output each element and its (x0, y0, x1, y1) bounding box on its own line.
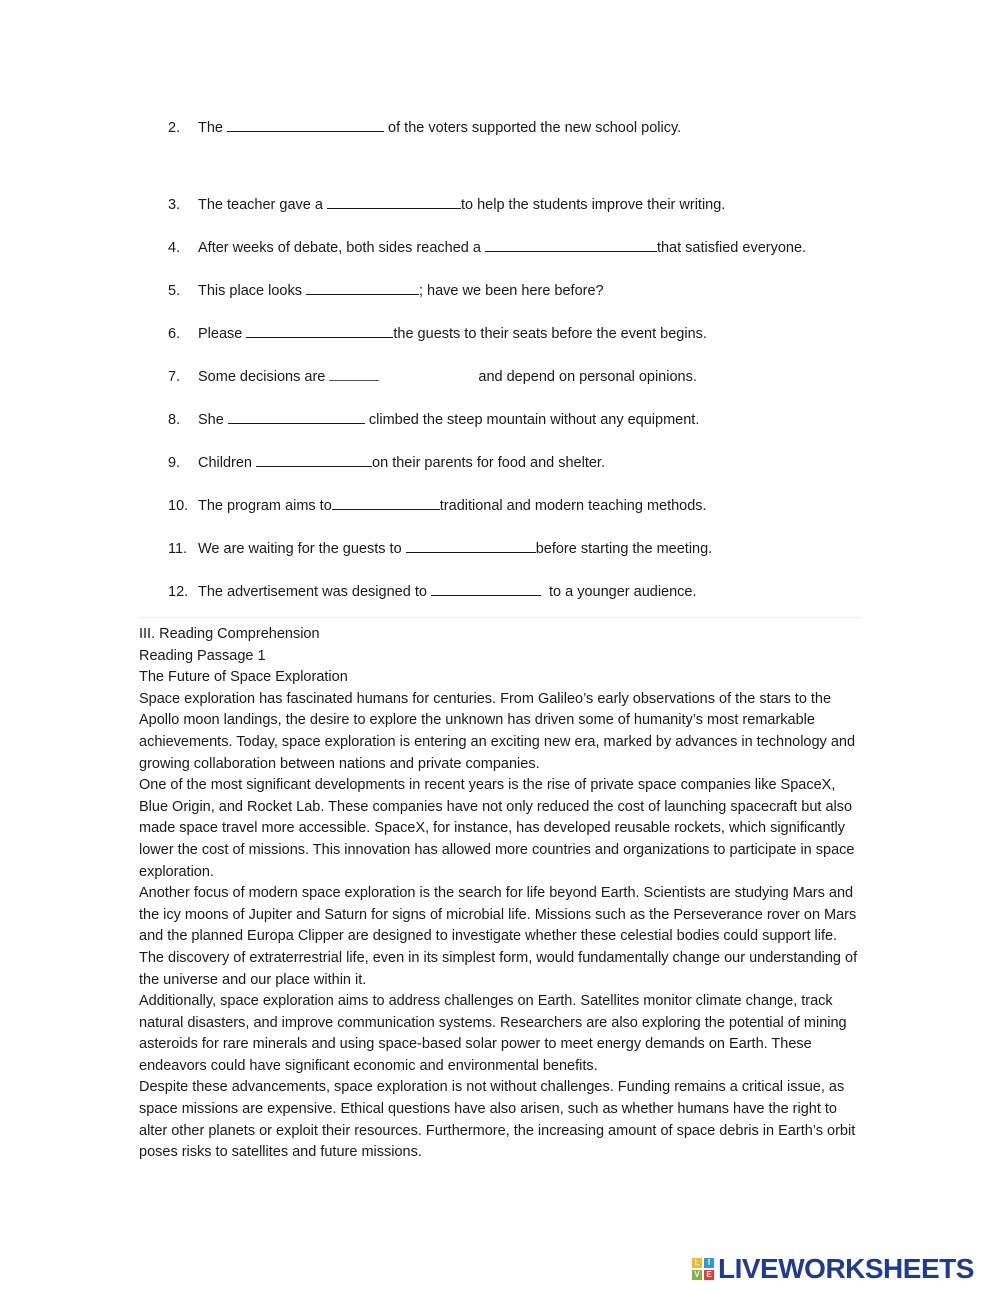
question-number: 11. (168, 541, 188, 557)
question-2 (168, 117, 681, 136)
question-text-before: The program aims to (198, 498, 332, 514)
logo-letter: V (692, 1270, 702, 1280)
question-number: 9. (168, 455, 181, 471)
question-text-after: ; have we been here before? (419, 283, 604, 299)
question-number: 4. (168, 240, 181, 256)
passage-paragraph: Space exploration has fascinated humans for centuries. From Galileo’s early observations of the stars to the Apollo moon landings, the desire to explore the unknown has driven some of humanity’s most remarkable achievements. Today, space exploration is entering an exciting new era, marked by advances in technology and growing collaboration between nations and private companies. (139, 690, 856, 772)
question-text-before: Children (198, 455, 257, 471)
question-number: 2. (168, 120, 181, 136)
answer-blank[interactable] (485, 237, 657, 252)
passage-title: The Future of Space Exploration (139, 669, 348, 686)
question-text-before: We are waiting for the guests to (198, 541, 406, 557)
question-text-after: to help the students improve their writing. (460, 197, 726, 213)
logo-letter: L (692, 1258, 702, 1268)
question-8 (168, 409, 699, 428)
answer-blank[interactable] (227, 117, 384, 132)
question-text-after: before starting the meeting. (535, 541, 713, 557)
question-text-before: Please (198, 326, 247, 342)
question-text-after: to a younger audience. (540, 584, 697, 600)
passage-paragraph: Another focus of modern space exploration is the search for life beyond Earth. Scientists are studying Mars and the icy moons of Jupiter and Saturn for signs of microbial life. Missions such as the Perseverance rover on Mars and the planned Europa Clipper are designed to investigate whether these celestial bodies could support life. The discovery of extraterrestrial life, even in its simplest form, would fundamentally change our understanding of the universe and our place within it. (139, 885, 858, 988)
question-4 (168, 237, 806, 256)
answer-blank[interactable] (329, 366, 379, 381)
question-text-before: This place looks (198, 283, 306, 299)
question-number: 10. (168, 498, 189, 514)
logo-letter: E (704, 1270, 714, 1280)
question-6 (168, 323, 707, 342)
answer-blank[interactable] (246, 323, 393, 338)
answer-blank[interactable] (327, 194, 461, 209)
logo-letter: I (704, 1258, 714, 1268)
question-3 (168, 194, 725, 213)
question-text-after: traditional and modern teaching methods. (439, 498, 707, 514)
question-12 (168, 581, 697, 600)
question-5 (168, 280, 604, 299)
logo-text: LIVEWORKSHEETS (718, 1253, 974, 1284)
question-number: 6. (168, 326, 181, 342)
question-text-before: The teacher gave a (198, 197, 327, 213)
question-number: 3. (168, 197, 181, 213)
passage-paragraph: Despite these advancements, space exploration is not without challenges. Funding remains a critical issue, as space missions are expensive. Ethical questions have also arisen, such as whether humans have the right to alter other planets or exploit their resources. Furthermore, the increasing amount of space debris in Earth’s orbit poses risks to satellites and future missions. (139, 1079, 856, 1161)
question-number: 12. (168, 584, 189, 600)
question-text-before: Some decisions are (198, 369, 330, 385)
answer-blank[interactable] (332, 495, 440, 510)
answer-blank[interactable] (406, 538, 536, 553)
reading-section (139, 624, 863, 1164)
question-number: 5. (168, 283, 181, 299)
question-text-after: on their parents for food and shelter. (372, 455, 605, 471)
question-text-before: After weeks of debate, both sides reached a (198, 240, 485, 256)
section-title: III. Reading Comprehension (139, 626, 320, 642)
liveworksheets-logo (692, 1254, 974, 1284)
answer-blank[interactable] (306, 280, 419, 295)
passage-label: Reading Passage 1 (139, 647, 266, 664)
question-text-before: She (198, 412, 228, 428)
question-10 (168, 495, 707, 514)
question-text-before: The (198, 120, 228, 136)
question-7 (168, 366, 697, 385)
section-divider (139, 617, 861, 618)
question-text-before: The advertisement was designed to (198, 584, 431, 600)
question-text-after: and depend on personal opinions. (478, 369, 697, 385)
question-text-after: the guests to their seats before the event begins. (393, 326, 707, 342)
question-number: 8. (168, 412, 181, 428)
question-text-after: climbed the steep mountain without any equipment. (364, 412, 700, 428)
answer-blank[interactable] (431, 581, 541, 596)
passage-paragraph: Additionally, space exploration aims to address challenges on Earth. Satellites monitor climate change, track natural disasters, and improve communication systems. Researchers are also exploring the potential of mining asteroids for rare minerals and using space-based solar power to meet energy demands on Earth. These endeavors could have significant economic and environmental benefits. (139, 993, 847, 1074)
question-9 (168, 452, 605, 471)
question-text-after: of the voters supported the new school policy. (384, 120, 682, 136)
question-number: 7. (168, 369, 181, 385)
answer-blank[interactable] (256, 452, 372, 467)
logo-mark-icon (692, 1258, 714, 1280)
passage-paragraph: One of the most significant developments in recent years is the rise of private space companies like SpaceX, Blue Origin, and Rocket Lab. These companies have not only reduced the cost of launching spacecraft but also made space travel more accessible. SpaceX, for instance, has developed reusable rockets, which significantly lower the cost of missions. This innovation has allowed more countries and organizations to participate in space exploration. (139, 777, 855, 880)
question-11 (168, 538, 712, 557)
question-text-after: that satisfied everyone. (656, 240, 807, 256)
answer-blank[interactable] (228, 409, 365, 424)
